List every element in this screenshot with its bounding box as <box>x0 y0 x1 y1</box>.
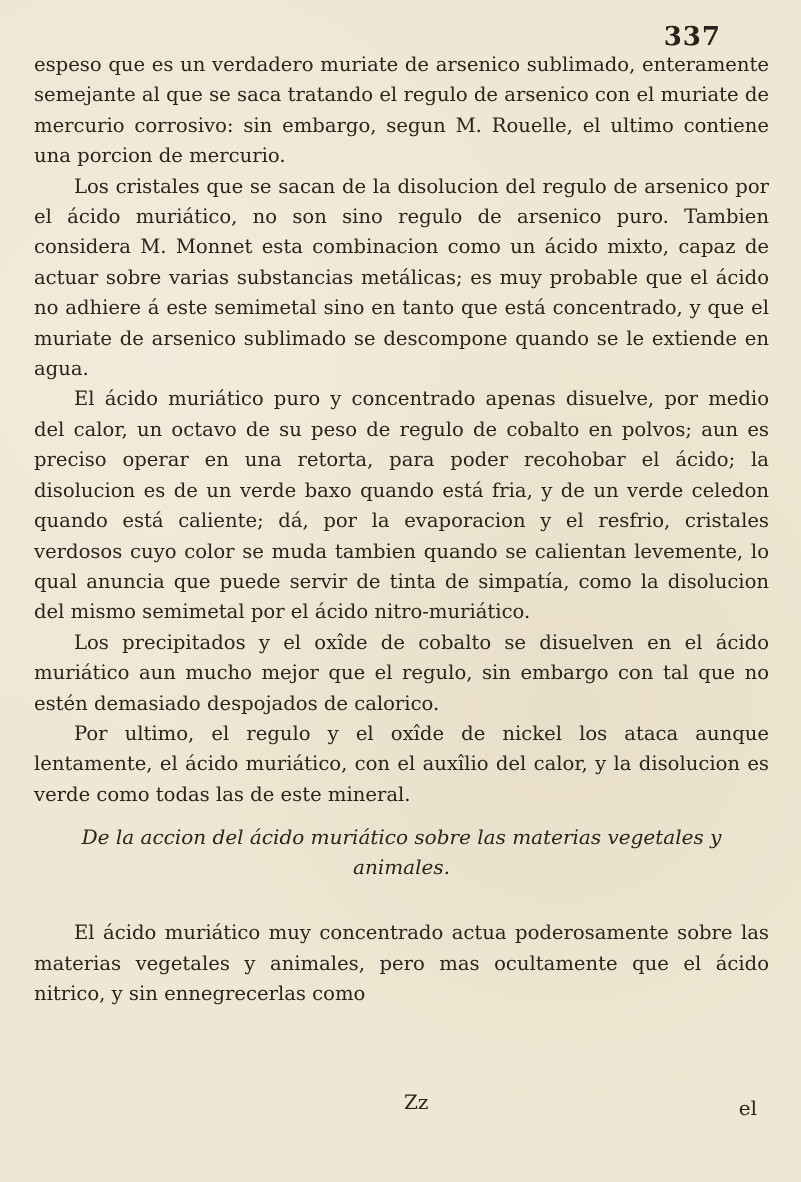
catchword: el <box>738 1096 757 1120</box>
section-heading-line-1: De la accion del ácido muriático sobre las materias vegetales y <box>81 825 722 850</box>
page-number: 337 <box>663 22 721 52</box>
signature-mark: Zz <box>404 1090 429 1114</box>
section-heading <box>34 822 769 882</box>
body-text <box>34 50 769 1009</box>
paragraph-1: espeso que es un verdadero muriate de arsenico sublimado, enteramente semejante al que se saca tratando el regulo de arsenico con el muriate de mercurio corrosivo: sin embargo, segun M. Rouelle, el ultimo contiene una porcion de mercurio. <box>34 53 769 168</box>
paragraph-3: El ácido muriático puro y concentrado apenas disuelve, por medio del calor, un octavo de su peso de regulo de cobalto en polvos; aun es preciso operar en una retorta, para poder recohobar el ácido; la disolucion es de un verde baxo quando está fria, y de un verde celedon quando está caliente; dá, por la evaporacion y el resfrio, cristales verdosos cuyo color se muda tambien quando se calientan levemente, lo qual anuncia que puede servir de tinta de simpatía, como la disolucion del mismo semimetal por el ácido nitro-muriático. <box>34 387 769 624</box>
paragraph-6: El ácido muriático muy concentrado actua poderosamente sobre las materias vegetales y animales, pero mas ocultamente que el ácido nitrico, y sin ennegrecerlas como <box>34 921 769 1005</box>
paragraph-4: Los precipitados y el oxîde de cobalto se disuelven en el ácido muriático aun mucho mejor que el regulo, sin embargo con tal que no estén demasiado despojados de calorico. <box>34 630 769 715</box>
page-footer <box>34 1086 769 1126</box>
section-heading-line-2: animales. <box>353 855 450 880</box>
paragraph-5: Por ultimo, el regulo y el oxîde de nickel los ataca aunque lentamente, el ácido muriático, con el auxîlio del calor, y la disolucion es verde como todas las de este mineral. <box>34 721 769 806</box>
paragraph-2: Los cristales que se sacan de la disolucion del regulo de arsenico por el ácido muriático, no son sino regulo de arsenico puro. Tambien considera M. Monnet esta combinacion como un ácido mixto, capaz de actuar sobre varias substancias metálicas; es muy probable que el ácido no adhiere á este semimetal sino en tanto que está concentrado, y que el muriate de arsenico sublimado se descompone quando se le extiende en agua. <box>34 174 769 381</box>
